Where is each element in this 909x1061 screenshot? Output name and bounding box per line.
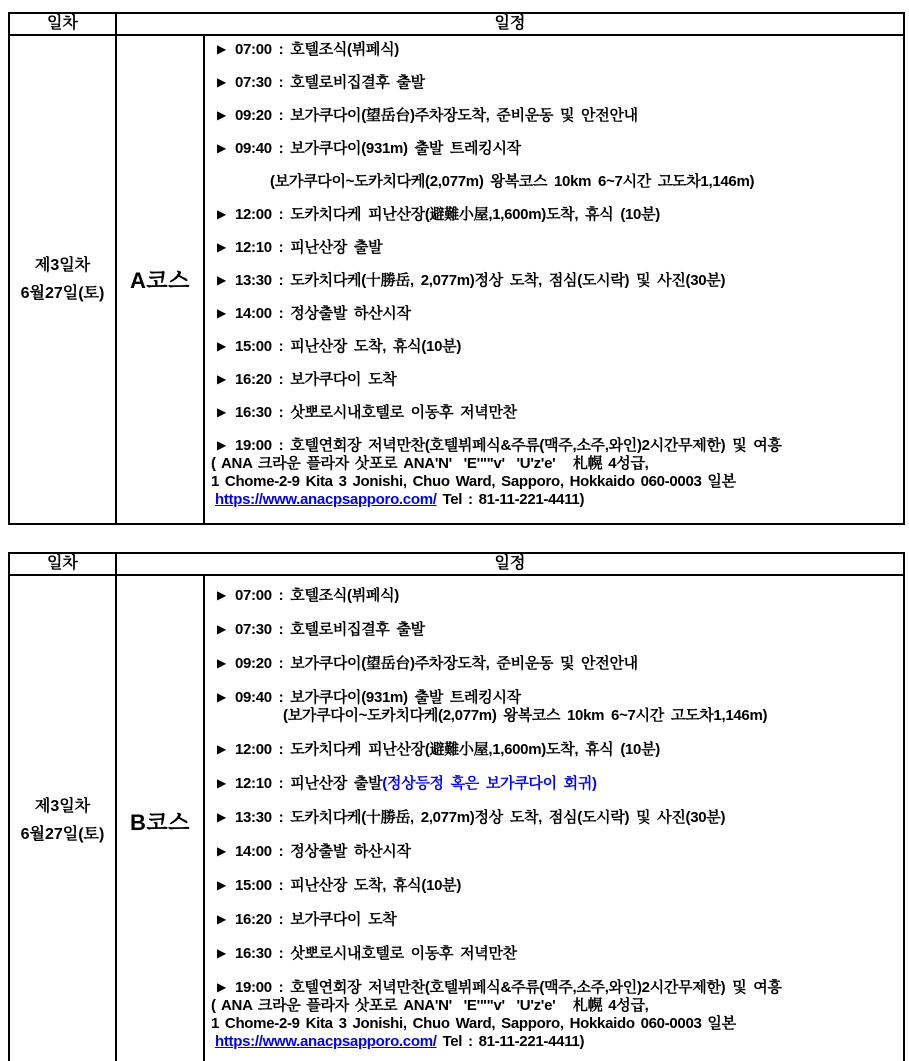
item-text: 보가쿠다이 도착 (290, 371, 397, 388)
schedule-item (217, 809, 895, 827)
schedule-item (211, 979, 895, 1051)
item-text: 호텔연회장 저녁만찬(호텔뷔페식&주류(맥주,소주,와인)2시간무제한) 및 여흥 (290, 979, 782, 996)
play-bullet-icon: ▶ (217, 141, 226, 155)
item-subline: (보가쿠다이~도카치다케(2,077m) 왕복코스 10km 6~7시간 고도차1,146m) (283, 707, 768, 724)
course-label: B코스 (130, 809, 190, 835)
time-separator: : (271, 587, 291, 604)
schedule-item (217, 655, 895, 673)
schedule-item (217, 877, 895, 895)
course-cell (116, 575, 204, 1061)
schedule-item (217, 272, 895, 290)
course-label: A코스 (130, 268, 190, 293)
play-bullet-icon: ▶ (217, 273, 226, 287)
venue-link[interactable]: https://www.anacpsapporo.com/ (215, 1033, 437, 1050)
item-text: 호텔조식(뷔페식) (290, 587, 399, 604)
item-text: 삿뽀로시내호텔로 이동후 저녁만찬 (290, 404, 517, 421)
play-bullet-icon: ▶ (217, 75, 226, 89)
time-separator: : (271, 272, 291, 289)
item-text: 도카치다케 피난산장(避難小屋,1,600m)도착, 휴식 (10분) (290, 206, 660, 223)
schedule-item-line (217, 655, 895, 673)
item-time: 12:10 (234, 239, 272, 256)
schedule-item (217, 945, 895, 963)
schedule-item-line (217, 775, 895, 793)
item-text: 도카치다케 피난산장(避難小屋,1,600m)도착, 휴식 (10분) (290, 741, 660, 758)
time-separator: : (271, 979, 291, 996)
schedule-item-line (217, 404, 895, 422)
item-time: 09:40 (234, 140, 272, 157)
time-separator: : (271, 809, 291, 826)
schedule-column-header: 일정 (116, 553, 904, 575)
item-time: 07:30 (234, 621, 272, 638)
item-time: 09:20 (234, 107, 272, 124)
schedule-item-line (217, 979, 895, 997)
item-text: 정상출발 하산시작 (290, 843, 411, 860)
schedule-item (217, 621, 895, 639)
item-text: 호텔조식(뷔페식) (290, 41, 399, 58)
item-time: 09:20 (234, 655, 272, 672)
schedule-item (217, 843, 895, 861)
item-time: 15:00 (234, 877, 272, 894)
time-separator: : (271, 305, 291, 322)
schedule-item-line (217, 437, 895, 455)
schedule-item-list (211, 41, 895, 509)
schedule-item (217, 587, 895, 605)
item-text: 보가쿠다이(931m) 출발 트레킹시작 (290, 689, 521, 706)
item-text: 도카치다케(十勝岳, 2,077m)정상 도착, 점심(도시락) 및 사진(30분) (290, 272, 726, 289)
day-cell (9, 35, 116, 524)
time-separator: : (271, 404, 291, 421)
item-time: 12:00 (234, 741, 272, 758)
play-bullet-icon: ▶ (217, 690, 226, 704)
schedule-item-line (217, 305, 895, 323)
schedule-item-line (217, 809, 895, 827)
item-time: 19:00 (234, 437, 272, 454)
schedule-item (217, 140, 895, 191)
item-time: 13:30 (234, 809, 272, 826)
item-text: 보가쿠다이 도착 (290, 911, 397, 928)
item-time: 14:00 (234, 843, 272, 860)
body-row (9, 575, 904, 1061)
schedule-item-line (217, 587, 895, 605)
day-label: 제3일차 (34, 798, 91, 815)
schedule-item (217, 206, 895, 224)
item-text: 보가쿠다이(望岳台)주차장도착, 준비운동 및 안전안내 (290, 655, 638, 672)
time-separator: : (271, 775, 291, 792)
schedule-item (217, 338, 895, 356)
item-subline: (보가쿠다이~도카치다케(2,077m) 왕복코스 10km 6~7시간 고도차1,146m) (270, 173, 755, 190)
item-text: 호텔로비집결후 출발 (290, 621, 425, 638)
day-cell (9, 575, 116, 1061)
time-separator: : (271, 911, 291, 928)
time-separator: : (271, 945, 291, 962)
item-time: 16:30 (234, 404, 272, 421)
schedule-item-line (217, 689, 895, 707)
venue-info-line: ( ANA 크라운 플라자 삿포로 ANA'N' 'E'""v' 'U'z'e' 札幌 4성급, (211, 997, 649, 1014)
time-separator: : (271, 843, 291, 860)
item-time: 19:00 (234, 979, 272, 996)
schedule-item (217, 741, 895, 759)
schedule-item (211, 437, 895, 509)
play-bullet-icon: ▶ (217, 405, 226, 419)
schedule-item (217, 371, 895, 389)
course-cell (116, 35, 204, 524)
play-bullet-icon: ▶ (217, 240, 226, 254)
header-row (9, 13, 904, 35)
time-separator: : (271, 74, 291, 91)
play-bullet-icon: ▶ (217, 42, 226, 56)
schedule-item-line (217, 843, 895, 861)
item-time: 16:20 (234, 371, 272, 388)
play-bullet-icon: ▶ (217, 742, 226, 756)
play-bullet-icon: ▶ (217, 810, 226, 824)
item-time: 13:30 (234, 272, 272, 289)
time-separator: : (271, 239, 291, 256)
item-text: 호텔로비집결후 출발 (290, 74, 425, 91)
time-separator: : (271, 655, 291, 672)
time-separator: : (271, 206, 291, 223)
play-bullet-icon: ▶ (217, 622, 226, 636)
tel-text: Tel : 81-11-221-4411) (436, 1033, 585, 1050)
play-bullet-icon: ▶ (217, 980, 226, 994)
schedule-item-line (217, 41, 895, 59)
play-bullet-icon: ▶ (217, 438, 226, 452)
schedule-item-line (217, 911, 895, 929)
schedule-item (217, 305, 895, 323)
day-label: 제3일차 (34, 256, 91, 274)
schedule-item-line (217, 877, 895, 895)
time-separator: : (271, 140, 291, 157)
schedule-item (217, 775, 895, 793)
item-time: 09:40 (234, 689, 272, 706)
schedule-item (217, 41, 895, 59)
time-separator: : (271, 371, 291, 388)
play-bullet-icon: ▶ (217, 306, 226, 320)
venue-info-line: ( ANA 크라운 플라자 삿포로 ANA'N' 'E'""v' 'U'z'e' 札幌 4성급, (211, 455, 649, 472)
play-bullet-icon: ▶ (217, 912, 226, 926)
link-line (215, 491, 895, 509)
item-time: 07:30 (234, 74, 272, 91)
item-text: 삿뽀로시내호텔로 이동후 저녁만찬 (290, 945, 517, 962)
schedule-item-line (217, 741, 895, 759)
schedule-item-line (217, 621, 895, 639)
item-text: 피난산장 도착, 휴식(10분) (290, 338, 462, 355)
schedule-item-line (217, 206, 895, 224)
play-bullet-icon: ▶ (217, 776, 226, 790)
date-label: 6월27일(토) (20, 826, 105, 843)
play-bullet-icon: ▶ (217, 339, 226, 353)
play-bullet-icon: ▶ (217, 108, 226, 122)
schedule-column-header: 일정 (116, 13, 904, 35)
header-row (9, 553, 904, 575)
time-separator: : (271, 621, 291, 638)
item-time: 07:00 (234, 41, 272, 58)
day-column-header: 일차 (9, 13, 116, 35)
body-row (9, 35, 904, 524)
schedule-item (217, 107, 895, 125)
play-bullet-icon: ▶ (217, 207, 226, 221)
schedule-item (217, 239, 895, 257)
itinerary-table-a (8, 12, 905, 525)
item-time: 12:00 (234, 206, 272, 223)
item-text: 피난산장 출발 (290, 239, 383, 256)
item-text: 도카치다케(十勝岳, 2,077m)정상 도착, 점심(도시락) 및 사진(30분) (290, 809, 726, 826)
play-bullet-icon: ▶ (217, 946, 226, 960)
venue-link[interactable]: https://www.anacpsapporo.com/ (215, 491, 437, 508)
time-separator: : (271, 741, 291, 758)
time-separator: : (271, 437, 291, 454)
link-line (215, 1033, 895, 1051)
item-text: 피난산장 도착, 휴식(10분) (290, 877, 462, 894)
schedule-cell (204, 35, 904, 524)
play-bullet-icon: ▶ (217, 588, 226, 602)
item-note: (정상등정 혹은 보가쿠다이 회귀) (382, 775, 597, 792)
schedule-item-line (217, 945, 895, 963)
venue-info-line: 1 Chome-2-9 Kita 3 Jonishi, Chuo Ward, Sapporo, Hokkaido 060-0003 일본 (211, 1015, 736, 1032)
schedule-item (217, 74, 895, 92)
item-text: 보가쿠다이(望岳台)주차장도착, 준비운동 및 안전안내 (290, 107, 638, 124)
schedule-cell (204, 575, 904, 1061)
item-time: 14:00 (234, 305, 272, 322)
play-bullet-icon: ▶ (217, 656, 226, 670)
time-separator: : (271, 689, 291, 706)
time-separator: : (271, 107, 291, 124)
time-separator: : (271, 877, 291, 894)
item-time: 12:10 (234, 775, 272, 792)
itinerary-table-b (8, 552, 905, 1061)
item-text: 보가쿠다이(931m) 출발 트레킹시작 (290, 140, 521, 157)
schedule-item-line (217, 272, 895, 290)
schedule-item-list (211, 587, 895, 1051)
play-bullet-icon: ▶ (217, 372, 226, 386)
item-time: 16:30 (234, 945, 272, 962)
day-column-header: 일차 (9, 553, 116, 575)
item-text: 정상출발 하산시작 (290, 305, 411, 322)
schedule-item-line (217, 140, 895, 158)
schedule-item (217, 404, 895, 422)
item-time: 16:20 (234, 911, 272, 928)
time-separator: : (271, 338, 291, 355)
item-time: 07:00 (234, 587, 272, 604)
schedule-item (217, 689, 895, 725)
schedule-item-line (217, 107, 895, 125)
item-time: 15:00 (234, 338, 272, 355)
tel-text: Tel : 81-11-221-4411) (436, 491, 585, 508)
schedule-item-line (217, 239, 895, 257)
time-separator: : (271, 41, 291, 58)
schedule-item (217, 911, 895, 929)
play-bullet-icon: ▶ (217, 844, 226, 858)
play-bullet-icon: ▶ (217, 878, 226, 892)
item-text: 피난산장 출발 (290, 775, 383, 792)
schedule-item-line (217, 371, 895, 389)
schedule-item-line (217, 74, 895, 92)
venue-info-line: 1 Chome-2-9 Kita 3 Jonishi, Chuo Ward, Sapporo, Hokkaido 060-0003 일본 (211, 473, 736, 490)
schedule-item-line (217, 338, 895, 356)
item-text: 호텔연회장 저녁만찬(호텔뷔페식&주류(맥주,소주,와인)2시간무제한) 및 여흥 (290, 437, 782, 454)
date-label: 6월27일(토) (20, 284, 105, 302)
